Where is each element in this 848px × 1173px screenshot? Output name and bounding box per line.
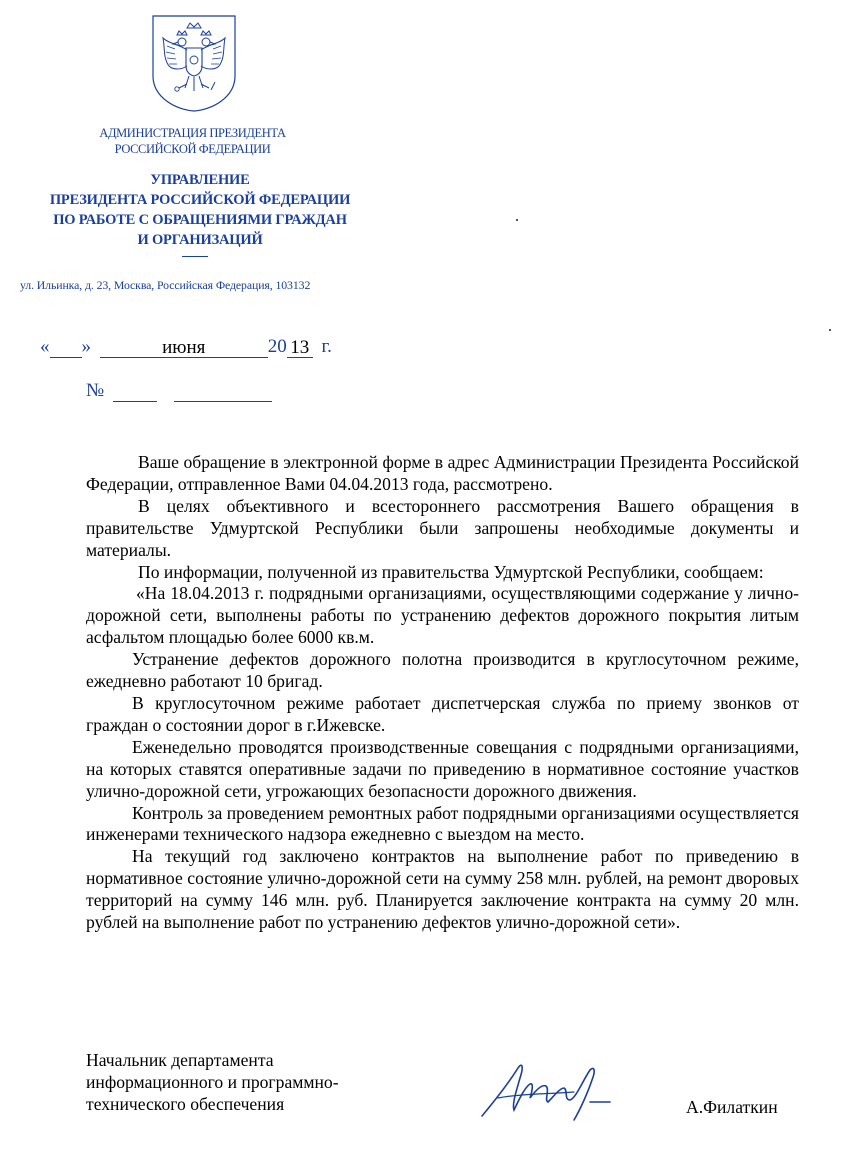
day-blank <box>50 337 82 358</box>
date-year: 13 <box>287 337 313 358</box>
dept-line-3: ПО РАБОТЕ С ОБРАЩЕНИЯМИ ГРАЖДАН <box>53 212 347 228</box>
dept-line-2: ПРЕЗИДЕНТА РОССИЙСКОЙ ФЕДЕРАЦИИ <box>49 192 351 208</box>
paragraph: Еженедельно проводятся производственные совещания с подрядными организациями, на которых ставятся оперативные задачи по приведению в нормативное состояние участков улично-дорожной сети, угрожающих безопасности дорожного движения. <box>86 736 799 801</box>
org-line-2: РОССИЙСКОЙ ФЕДЕРАЦИИ <box>114 142 271 156</box>
paragraph: На текущий год заключено контрактов на выполнение работ по приведению в нормативное состояние улично-дорожной сети на сумму 258 млн. рублей, на ремонт дворовых территорий на сумму 146 млн. руб. Планируется заключение контракта на сумму 20 млн. рублей на выполнение работ по устранению дефектов улично-дорожной сети». <box>86 846 799 933</box>
org-line-1: АДМИНИСТРАЦИЯ ПРЕЗИДЕНТА <box>99 126 286 140</box>
paragraph: По информации, полученной из правительства Удмуртской Республики, сообщаем: <box>138 561 764 582</box>
paragraph: В целях объективного и всестороннего рассмотрения Вашего обращения в правительстве Удмуртской Республики были запрошены необходимые документы и материалы. <box>86 495 799 560</box>
letter-body <box>86 452 799 934</box>
dept-line-1: УПРАВЛЕНИЕ <box>150 172 250 188</box>
date-month: июня <box>100 337 268 358</box>
paragraph: «На 18.04.2013 г. подрядными организациями, осуществляющими содержание у лично-дорожной сети, выполнены работы по устранению дефектов дорожного покрытия литым асфальтом площадью более 6000 кв.м. <box>86 583 799 648</box>
letterhead-address: ул. Ильинка, д. 23, Москва, Российская Федерация, 103132 <box>20 278 311 292</box>
paragraph: В круглосуточном режиме работает диспетчерская служба по приему звонков от граждан о состоянии дорог в г.Ижевске. <box>86 692 799 735</box>
paragraph: Контроль за проведением ремонтных работ подрядными организациями осуществляется инженерами технического надзора ежедневно с выездом на место. <box>86 802 799 845</box>
letterhead-divider <box>182 256 208 257</box>
letterhead-department <box>20 170 380 250</box>
scan-dot <box>829 329 831 331</box>
paragraph: Устранение дефектов дорожного полотна производится в круглосуточном режиме, ежедневно работают 10 бригад. <box>86 649 799 692</box>
signer-title-line-1: Начальник департамента <box>86 1050 274 1070</box>
paragraph: Ваше обращение в электронной форме в адрес Администрации Президента Российской Федерации, отправленное Вами 04.04.2013 года, рассмотрено. <box>86 452 799 494</box>
number-blank-1 <box>113 381 157 402</box>
date-suffix: г. <box>321 336 332 357</box>
russian-coat-of-arms-emblem <box>151 14 237 112</box>
signer-title-line-3: технического обеспечения <box>86 1093 285 1114</box>
date-line <box>40 336 332 358</box>
handwritten-signature <box>478 1058 618 1126</box>
signer-name: А.Филаткин <box>686 1097 778 1117</box>
dept-line-4: И ОРГАНИЗАЦИЙ <box>137 232 263 248</box>
signer-title <box>86 1050 339 1116</box>
date-open-quote: « <box>40 336 50 357</box>
scan-dot <box>516 219 518 221</box>
date-close-quote: » <box>81 336 91 357</box>
number-line <box>86 380 272 402</box>
number-sign: № <box>86 380 105 401</box>
number-blank-2 <box>174 381 272 402</box>
signer-title-line-2: информационного и программно- <box>86 1071 339 1092</box>
letterhead-organization <box>70 125 315 157</box>
date-century: 20 <box>267 336 287 357</box>
